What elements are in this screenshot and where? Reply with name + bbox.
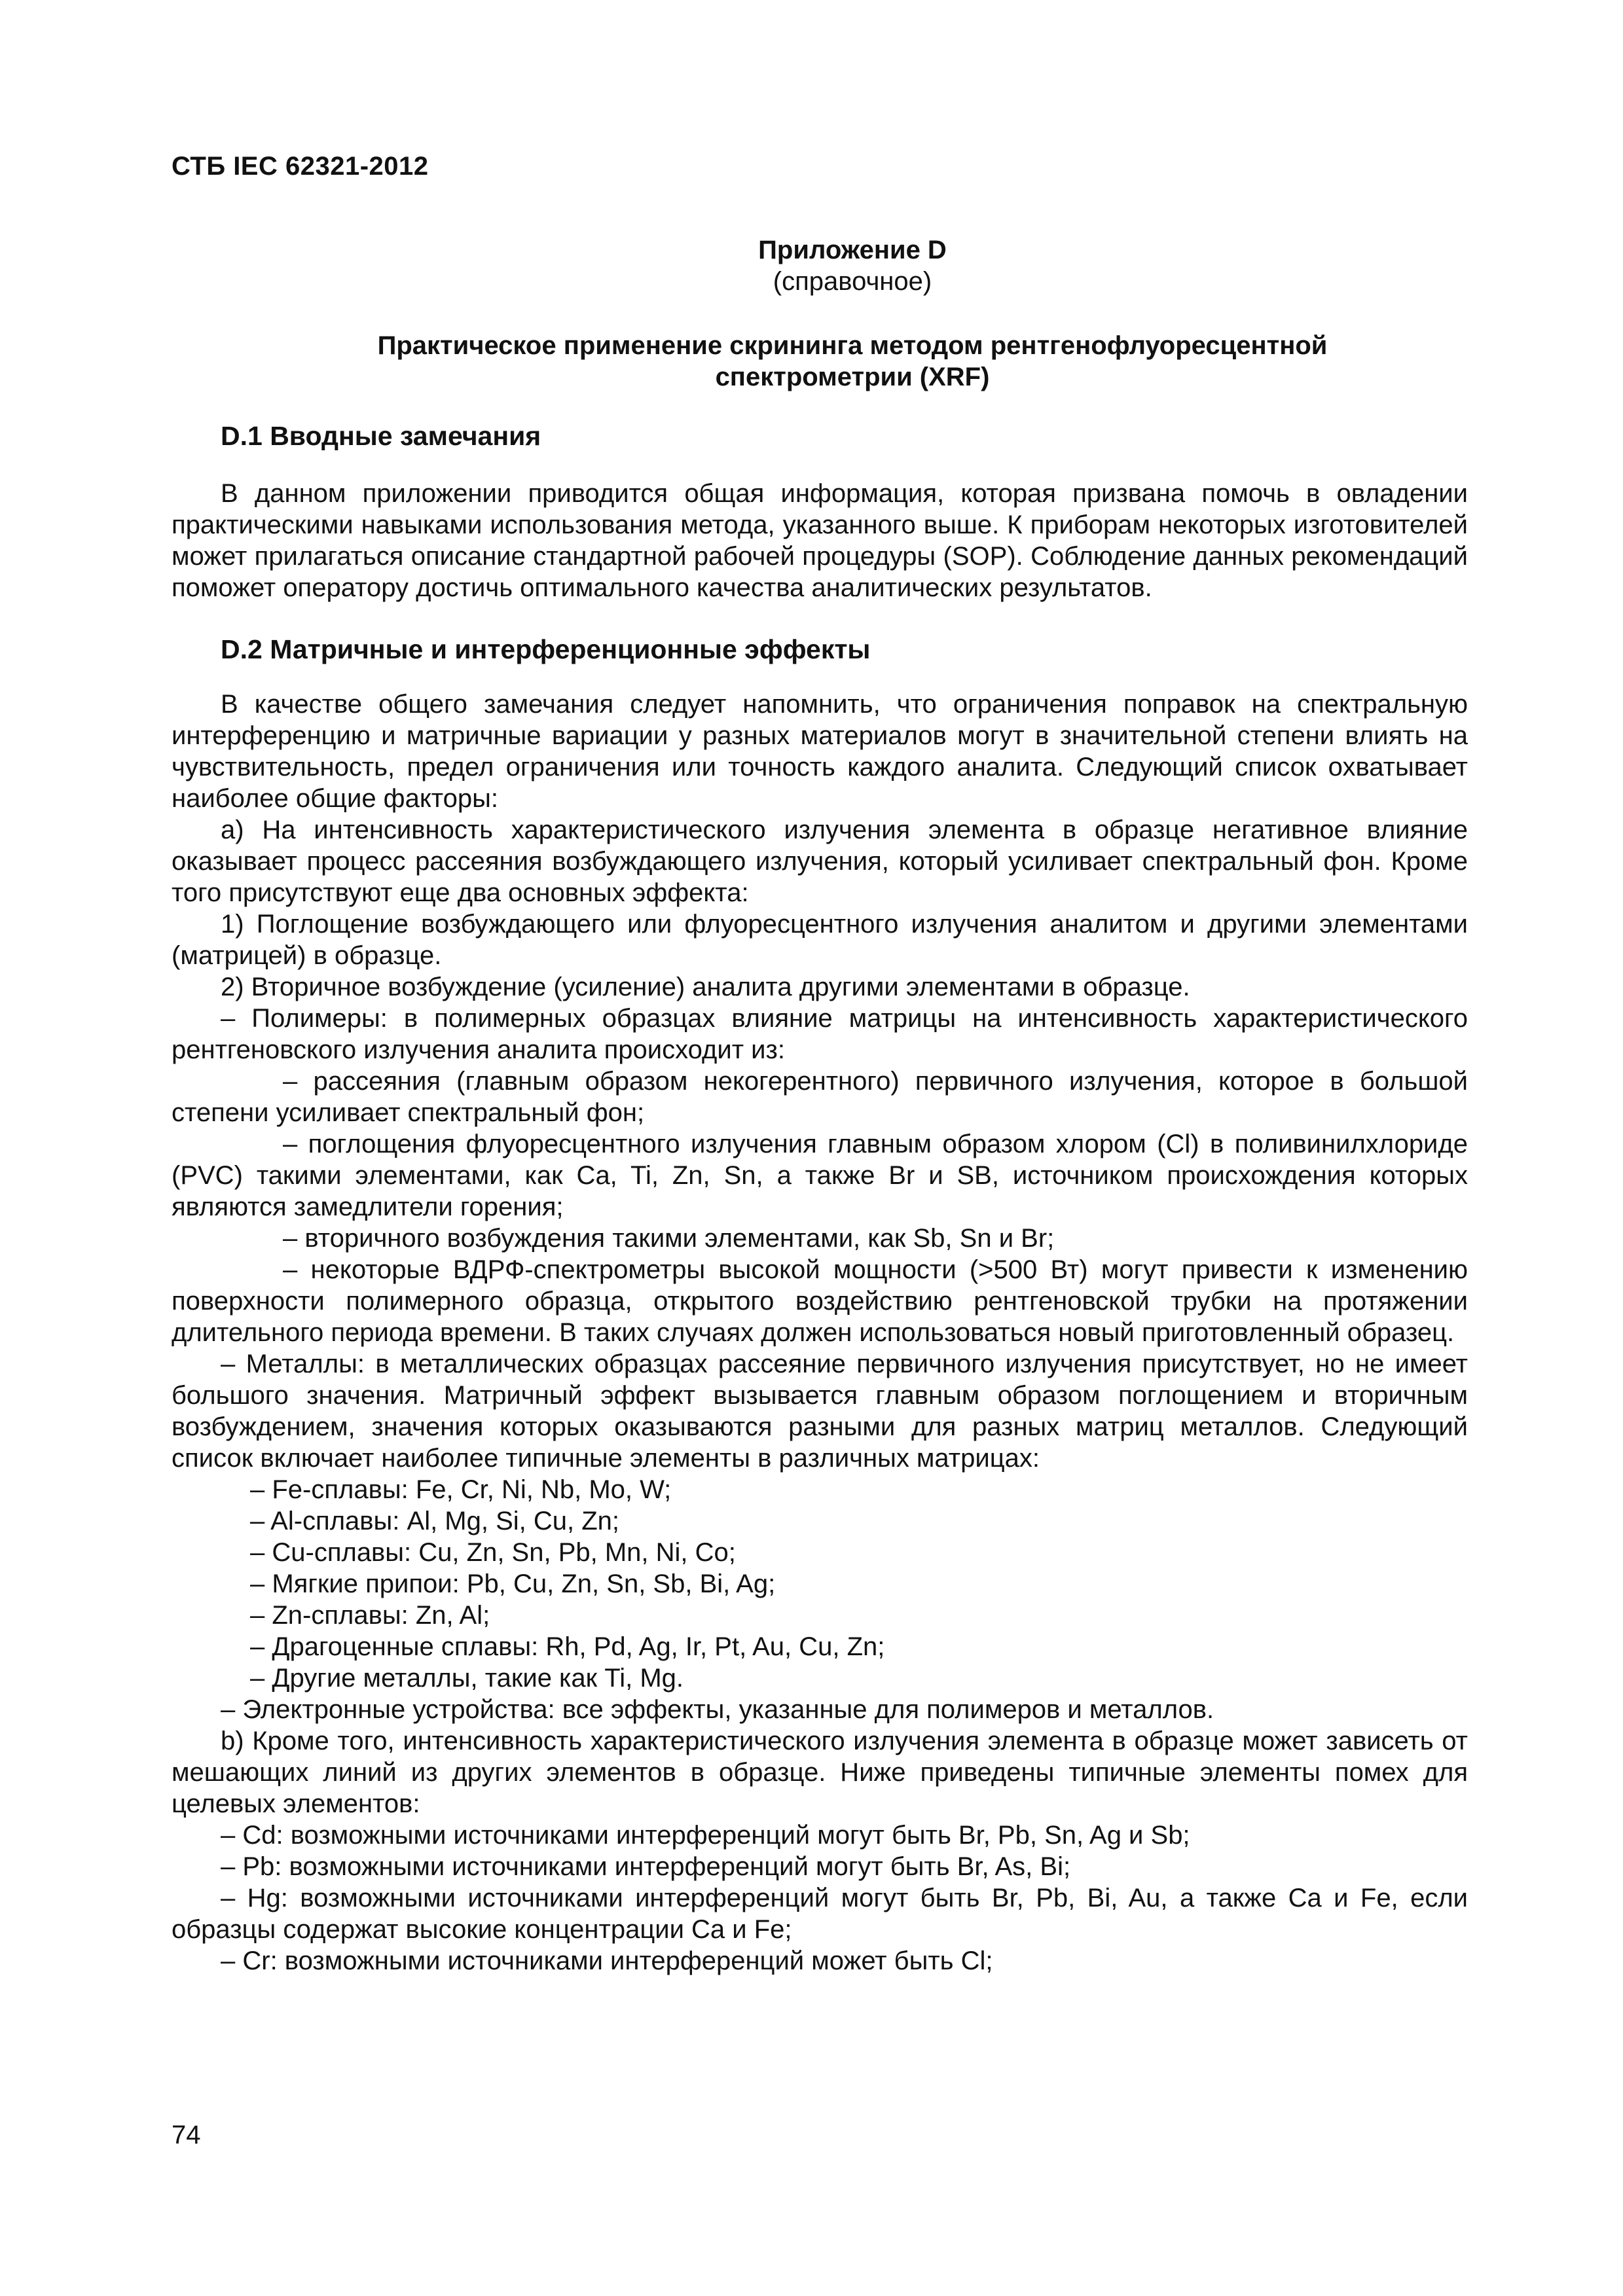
item-a2-paragraph: 2) Вторичное возбуждение (усиление) аналита другими элементами в образце. [221,973,1190,1001]
list-item: – Мягкие припои: Pb, Cu, Zn, Sn, Sb, Bi, Ag; [250,1570,776,1598]
list-item: – Драгоценные сплавы: Rh, Pd, Ag, Ir, Pt, Au, Cu, Zn; [250,1632,885,1661]
item-a-paragraph: a) На интенсивность характеристического излучения элемента в образце негативное влияние оказывает процесс рассеяния возбуждающего излучения, который усиливает спектральный фон. Кроме того присутствуют еще два основных эффекта: [172,816,1468,907]
appendix-kind: (справочное) [773,267,932,296]
list-item: – Cu-сплавы: Cu, Zn, Sn, Pb, Mn, Ni, Co; [250,1538,736,1567]
page-body [172,234,1468,1977]
electronics-paragraph: – Электронные устройства: все эффекты, указанные для полимеров и металлов. [221,1695,1214,1724]
page-number: 74 [172,2121,201,2149]
pb-interference-paragraph: – Pb: возможными источниками интерференций могут быть Br, As, Bi; [221,1852,1071,1881]
document-code: СТБ IEC 62321-2012 [172,152,429,181]
cd-interference-paragraph: – Cd: возможными источниками интерференций могут быть Br, Pb, Sn, Ag и Sb; [221,1821,1190,1850]
polymers-secondary-paragraph: – вторичного возбуждения такими элементами, как Sb, Sn и Br; [283,1224,1055,1253]
list-item: – Другие металлы, такие как Ti, Mg. [250,1664,684,1693]
metals-paragraph: – Металлы: в металлических образцах рассеяние первичного излучения присутствует, но не имеет большого значения. Матричный эффект вызывается главным образом поглощением и вторичным возбуждением, значения которых оказываются разными для разных матриц металлов. Следующий список включает наиболее типичные элементы в различных матрицах: [172,1350,1468,1473]
appendix-title: Приложение D [758,236,947,264]
appendix-heading [237,330,1468,393]
appendix-heading-line-1: Практическое применение скрининга методом рентгенофлуоресцентной [377,331,1328,360]
list-item: – Al-сплавы: Al, Mg, Si, Cu, Zn; [250,1507,620,1535]
d2-intro-paragraph: В качестве общего замечания следует напомнить, что ограничения поправок на спектральную интерференцию и матричные вариации у разных материалов могут в значительной степени влиять на чувствительность, предел ограничения или точность каждого аналита. Следующий список охватывает наиболее общие факторы: [172,690,1468,813]
item-a1-paragraph: 1) Поглощение возбуждающего или флуоресцентного излучения аналитом и другими элементами (матрицей) в образце. [172,910,1468,970]
cr-interference-paragraph: – Cr: возможными источниками интерференций может быть Cl; [221,1946,993,1975]
polymers-power-paragraph: – некоторые ВДРФ-спектрометры высокой мощности (>500 Вт) могут привести к изменению поверхности полимерного образца, открытого воздействию рентгеновской трубки на протяжении длительного периода времени. В таких случаях должен использоваться новый приготовленный образец. [172,1255,1468,1347]
polymers-paragraph: – Полимеры: в полимерных образцах влияние матрицы на интенсивность характеристического рентгеновского излучения аналита происходит из: [172,1004,1468,1064]
hg-interference-paragraph: – Hg: возможными источниками интерференций могут быть Br, Pb, Bi, Au, а также Ca и Fe, если образцы содержат высокие концентрации Ca и Fe; [172,1884,1468,1944]
section-heading-d2: D.2 Матричные и интерференционные эффекты [221,634,871,664]
polymers-absorb-paragraph: – поглощения флуоресцентного излучения главным образом хлором (Cl) в поливинилхлориде (PVC) такими элементами, как Ca, Ti, Zn, Sn, а также Br и SB, источником происхождения которых являются замедлители горения; [172,1130,1468,1221]
list-item: – Fe-сплавы: Fe, Cr, Ni, Nb, Mo, W; [250,1475,672,1504]
section-d1-paragraph: В данном приложении приводится общая информация, которая призвана помочь в овладении практическими навыками использования метода, указанного выше. К приборам некоторых изготовителей может прилагаться описание стандартной рабочей процедуры (SOP). Соблюдение данных рекомендаций поможет оператору достичь оптимального качества аналитических результатов. [172,479,1468,602]
polymers-scatter-paragraph: – рассеяния (главным образом некогерентного) первичного излучения, которое в большой степени усиливает спектральный фон; [172,1067,1468,1127]
appendix-heading-line-2: спектрометрии (XRF) [715,363,990,391]
section-heading-d1: D.1 Вводные замечания [221,421,541,451]
item-b-paragraph: b) Кроме того, интенсивность характеристического излучения элемента в образце может зависеть от мешающих линий из других элементов в образце. Ниже приведены типичные элементы помех для целевых элементов: [172,1727,1468,1818]
list-item: – Zn-сплавы: Zn, Al; [250,1601,490,1630]
